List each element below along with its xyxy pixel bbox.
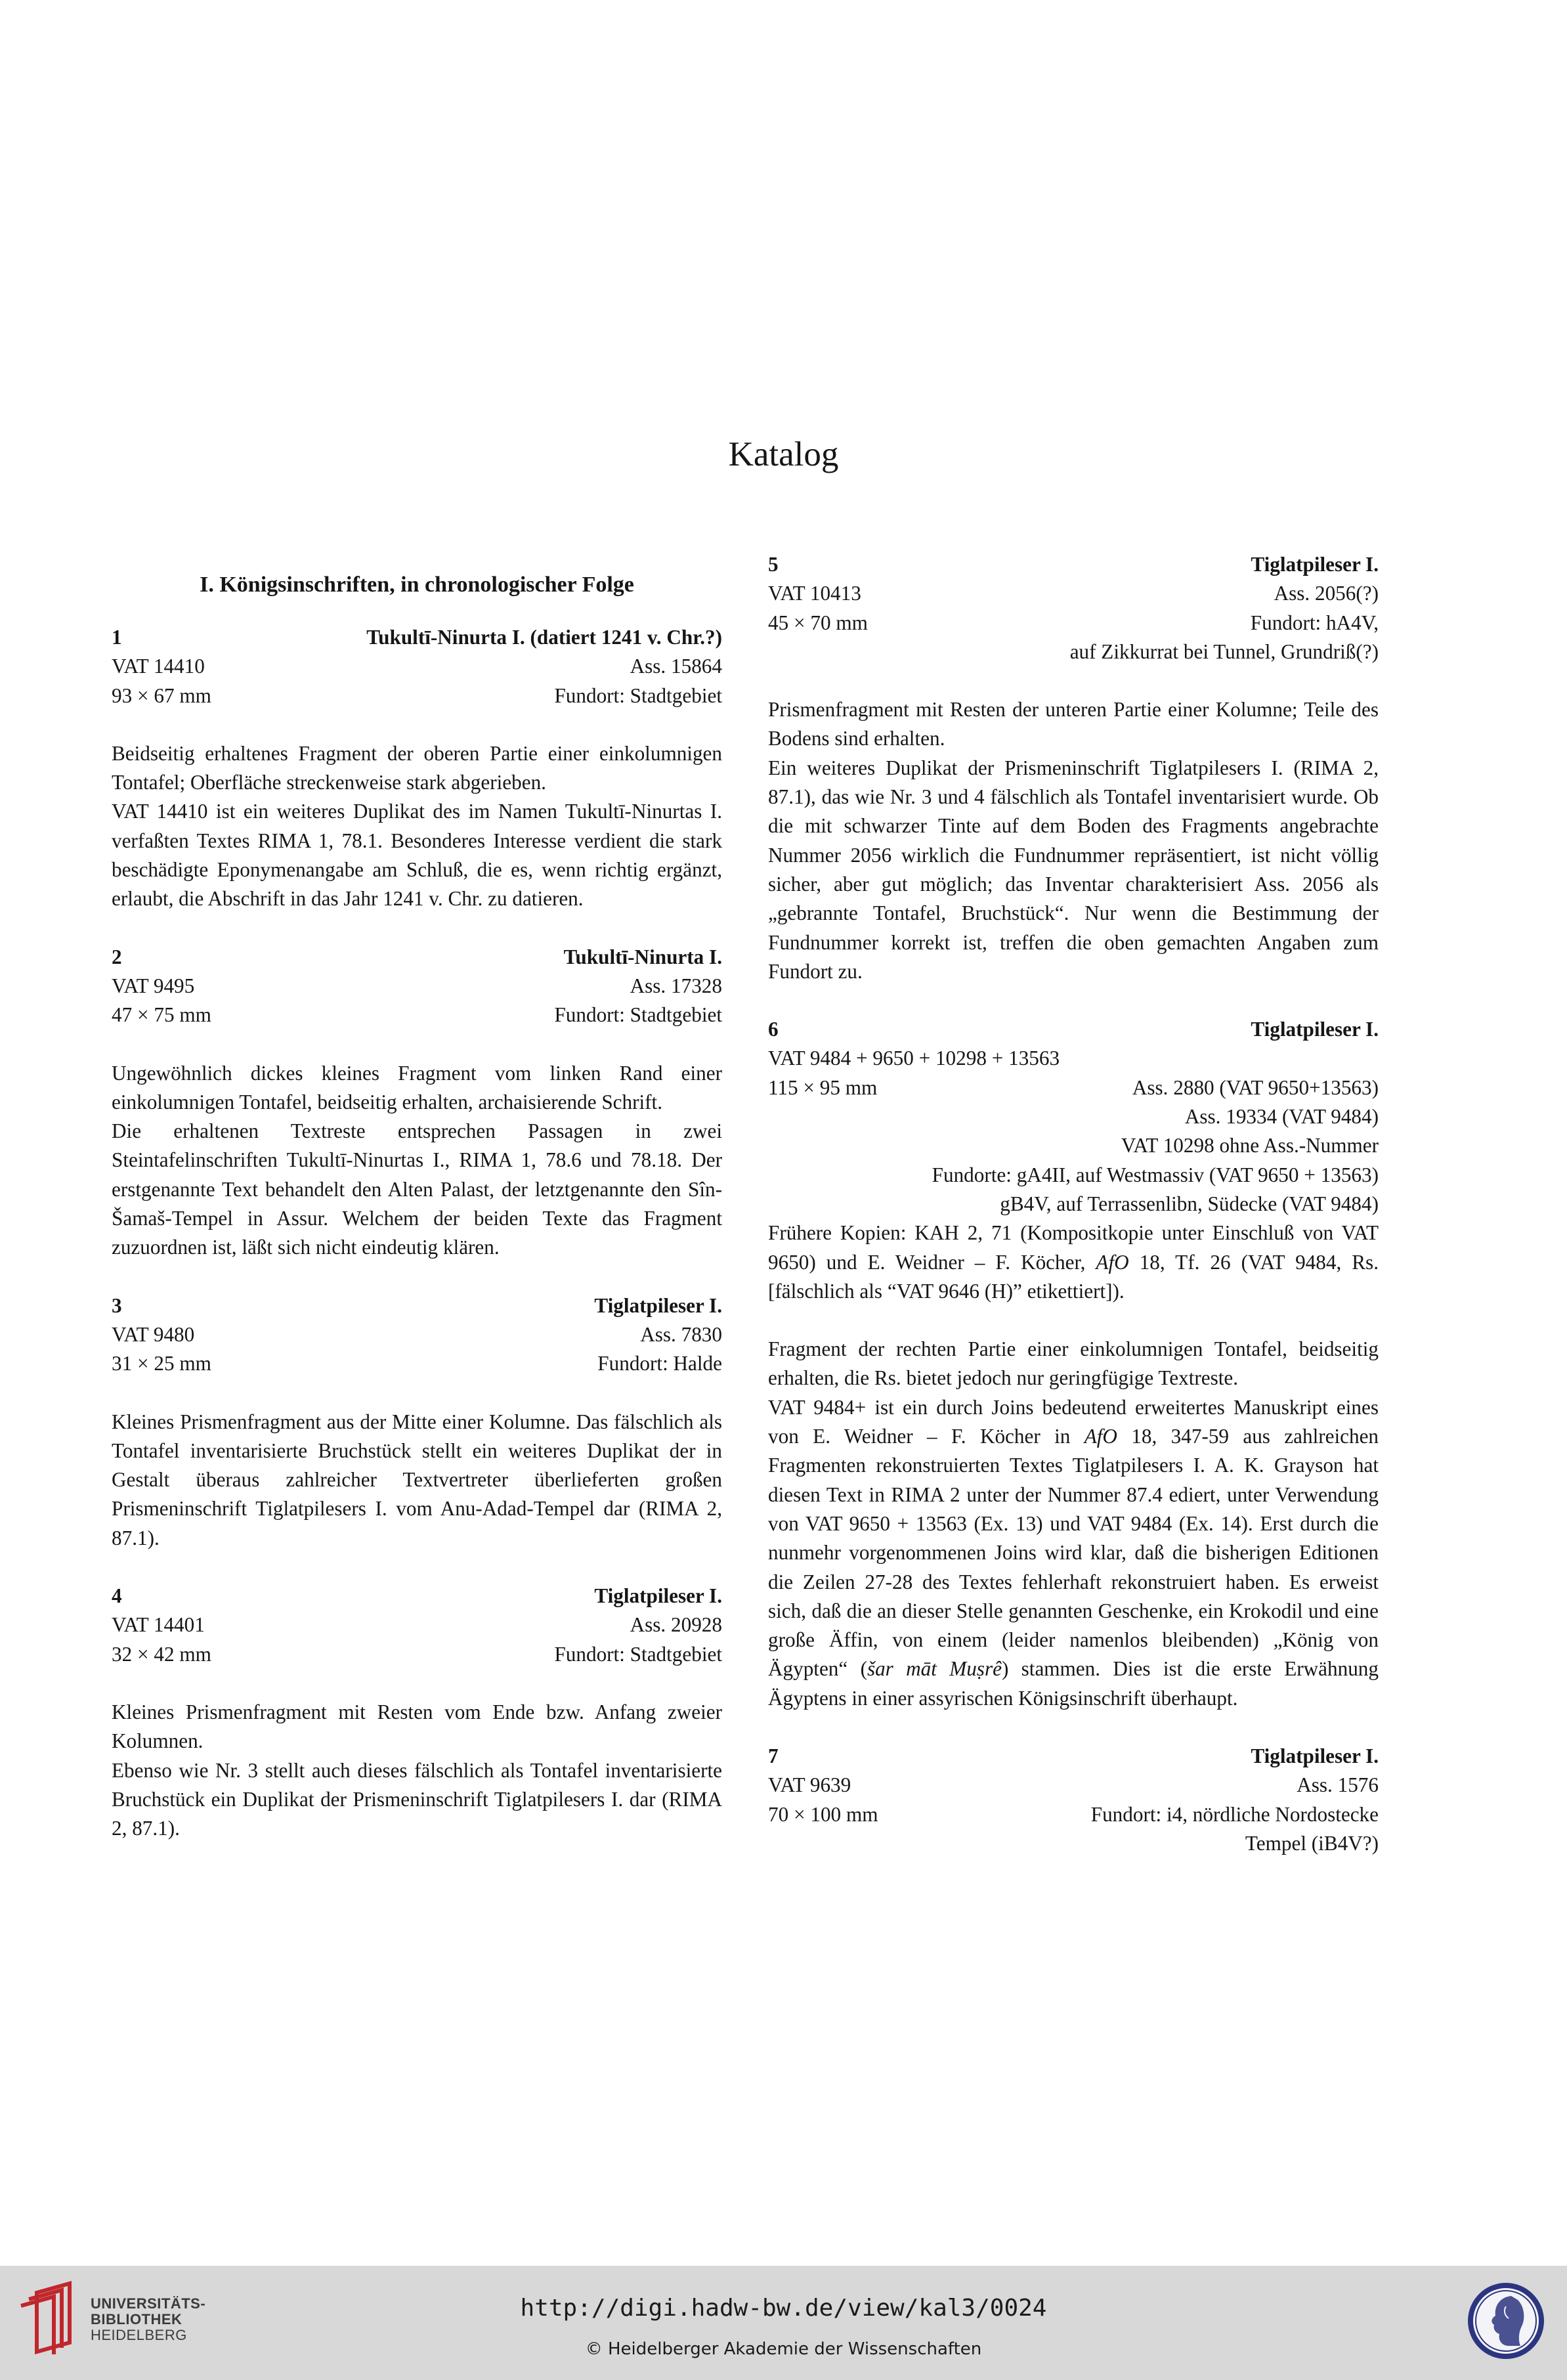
entry-findspot: Fundort: Stadtgebiet xyxy=(554,1642,722,1666)
description-paragraph: Kleines Prismenfragment aus der Mitte einer Kolumne. Das fälschlich als Tontafel inventarisierte Bruchstück stellt ein weiteres Duplikat der in Gestalt überaus zahlreicher Textvertreter überlieferten großen Prismeninschrift Tiglatpilesers I. vom Anu-Adad-Tempel dar (RIMA 2, 87.1). xyxy=(112,1410,722,1549)
page-url-link[interactable]: http://digi.hadw-bw.de/view/kal3/0024 xyxy=(520,2295,1047,2322)
entry-ass: Ass. 15864 xyxy=(630,655,722,678)
entry-number: 1 xyxy=(112,626,122,649)
entry-ass: Ass. 1576 xyxy=(1297,1773,1379,1797)
catalog-entry-5 xyxy=(768,550,1379,986)
copies-text: Frühere Kopien: KAH 2, 71 (Kompositkopie unter Einschluß von VAT 9650) und E. Weidner – F. Köcher, xyxy=(768,1221,1379,1274)
entry-ruler: Tiglatpileser I. xyxy=(594,1293,722,1317)
description-paragraph xyxy=(768,1393,1379,1713)
description-paragraph: Ungewöhnlich dickes kleines Fragment vom linken Rand einer einkolumnigen Tontafel, beidseitig erhalten, archaisierende Schrift. xyxy=(112,1061,722,1114)
entry-size: 115 × 95 mm xyxy=(768,1075,878,1099)
description-paragraph: Ein weiteres Duplikat der Prismeninschrift Tiglatpilesers I. (RIMA 2, 87.1), das wie Nr. 3 und 4 fälschlich als Tontafel inventarisiert wurde. Ob die mit schwarzer Tinte auf dem Boden des Fragments angebrachte Nummer 2056 wirklich die Fundnummer repräsentiert, ist nicht völlig sicher, aber gut möglich; das Inventar charakterisiert Ass. 2056 als „gebrannte Tontafel, Bruchstück“. Nur wenn die Bestimmung der Fundnummer korrekt ist, treffen die oben gemachten Angaben zum Fundort zu. xyxy=(768,756,1379,983)
entry-findspot-detail: Tempel (iB4V?) xyxy=(1245,1831,1379,1855)
entry-findspot: Fundorte: gA4II, auf Westmassiv (VAT 9650 + 13563) xyxy=(932,1163,1379,1186)
entry-size: 45 × 70 mm xyxy=(768,611,868,634)
section-heading: I. Königsinschriften, in chronologischer Folge xyxy=(200,573,634,597)
journal-abbreviation: AfO xyxy=(1096,1250,1129,1274)
logo-line: HEIDELBERG xyxy=(91,2327,187,2343)
entry-findspot: Fundort: Halde xyxy=(597,1352,722,1375)
footer-bar xyxy=(0,2266,1567,2380)
entry-ruler: Tiglatpileser I. xyxy=(1251,1744,1379,1767)
entry-vat: VAT 14410 xyxy=(112,655,205,678)
description-paragraph: Prismenfragment mit Resten der unteren Partie einer Kolumne; Teile des Bodens sind erhalten. xyxy=(768,698,1379,750)
journal-abbreviation: AfO xyxy=(1084,1425,1117,1448)
entry-number: 5 xyxy=(768,553,779,576)
catalog-entry-2 xyxy=(112,943,722,1263)
entry-vat: VAT 9639 xyxy=(768,1773,851,1797)
entry-findspot: Fundort: Stadtgebiet xyxy=(554,1003,722,1027)
entry-number: 2 xyxy=(112,945,122,968)
entry-earlier-copies xyxy=(768,1219,1379,1306)
description-text: ) stammen. Dies ist die erste Erwähnung Ägyptens in einer assyrischen Königsinschrift überhaupt. xyxy=(768,1657,1379,1710)
description-paragraph: Beidseitig erhaltenes Fragment der oberen Partie einer einkolumnigen Tontafel; Oberfläche streckenweise stark abgerieben. xyxy=(112,741,722,794)
entry-ass: Ass. 17328 xyxy=(630,974,722,997)
entry-size: 93 × 67 mm xyxy=(112,683,211,707)
entry-vat: VAT 9480 xyxy=(112,1322,195,1346)
entry-ass-secondary: Ass. 19334 (VAT 9484) xyxy=(1184,1105,1379,1129)
entry-ruler: Tiglatpileser I. xyxy=(1251,553,1379,576)
description-paragraph: Ebenso wie Nr. 3 stellt auch dieses fälschlich als Tontafel inventarisierte Bruchstück ein Duplikat der Prismeninschrift Tiglatpilesers I. dar (RIMA 2, 87.1). xyxy=(112,1758,722,1840)
entry-vat: VAT 9484 + 9650 + 10298 + 13563 xyxy=(768,1047,1060,1070)
entry-number: 6 xyxy=(768,1018,779,1041)
catalog-entry-1 xyxy=(112,623,722,914)
logo-line: BIBLIOTHEK xyxy=(91,2311,182,2327)
right-column xyxy=(768,550,1379,1887)
entry-description xyxy=(112,739,722,914)
entry-ass: Ass. 7830 xyxy=(640,1322,722,1346)
entry-findspot: Fundort: Stadtgebiet xyxy=(554,683,722,707)
entry-ruler: Tukultī-Ninurta I. (datiert 1241 v. Chr.?) xyxy=(366,626,722,649)
entry-vat-note: VAT 10298 ohne Ass.-Nummer xyxy=(1121,1134,1379,1158)
entry-size: 31 × 25 mm xyxy=(112,1352,211,1375)
entry-description xyxy=(112,1408,722,1553)
entry-number: 3 xyxy=(112,1293,122,1317)
catalog-entry-3 xyxy=(112,1291,722,1553)
entry-ruler: Tukultī-Ninurta I. xyxy=(563,945,722,968)
catalog-entry-4 xyxy=(112,1582,722,1843)
entry-description xyxy=(112,1059,722,1263)
left-column xyxy=(112,550,722,1872)
description-text: 18, 347-59 aus zahlreichen Fragmenten rekonstruierten Textes Tiglatpilesers I. A. K. Grayson hat diesen Text in RIMA 2 unter der Nummer 87.4 ediert, unter Verwendung von VAT 9650 + 13563 (Ex. 13) und VAT 9484 (Ex. 14). Erst durch die nunmehr vorgenommenen Joins wird klar, daß die bisherigen Editionen die Zeilen 27-28 des Textes fehlerhaft rekonstruiert haben. Es erweist sich, daß die an dieser Stelle genannten Geschenke, ein Krokodil und eine große Äffin, von einem (leider namenlos bleibenden) „König von Ägypten“ ( xyxy=(768,1425,1379,1681)
description-paragraph: Kleines Prismenfragment mit Resten vom Ende bzw. Anfang zweier Kolumnen. xyxy=(112,1700,722,1753)
entry-vat: VAT 10413 xyxy=(768,582,861,605)
page-title: Katalog xyxy=(728,435,839,473)
entry-ass: Ass. 2880 (VAT 9650+13563) xyxy=(1132,1075,1379,1099)
entry-size: 70 × 100 mm xyxy=(768,1802,878,1826)
entry-vat: VAT 14401 xyxy=(112,1613,205,1637)
catalog-entry-7 xyxy=(768,1742,1379,1858)
entry-number: 7 xyxy=(768,1744,779,1767)
logo-line: UNIVERSITÄTS- xyxy=(91,2295,206,2312)
description-paragraph: VAT 14410 ist ein weiteres Duplikat des im Namen Tukultī-Ninurtas I. verfaßten Textes RIMA 1, 78.1. Besonderes Interesse verdient die stark beschädigte Eponymenangabe am Schluß, die es, wenn richtig ergänzt, erlaubt, die Abschrift in das Jahr 1241 v. Chr. zu datieren. xyxy=(112,800,722,911)
entry-ass: Ass. 20928 xyxy=(630,1613,722,1637)
description-paragraph: Fragment der rechten Partie einer einkolumnigen Tontafel, beidseitig erhalten, die Rs. bietet jedoch nur geringfügige Textreste. xyxy=(768,1337,1379,1390)
entry-findspot: Fundort: i4, nördliche Nordostecke xyxy=(1090,1802,1379,1826)
entry-ruler: Tiglatpileser I. xyxy=(1251,1018,1379,1041)
entry-findspot: Fundort: hA4V, xyxy=(1250,611,1379,634)
entry-description xyxy=(768,695,1379,986)
catalog-entry-6 xyxy=(768,1015,1379,1713)
entry-number: 4 xyxy=(112,1584,122,1608)
academy-seal-icon xyxy=(1465,2280,1547,2362)
description-text: VAT 9484+ ist ein durch Joins bedeutend erweitertes Manuskript eines von E. Weidner – F. Köcher in xyxy=(768,1395,1379,1448)
entry-size: 32 × 42 mm xyxy=(112,1642,211,1666)
entry-description xyxy=(768,1335,1379,1713)
entry-description xyxy=(112,1698,722,1843)
entry-vat: VAT 9495 xyxy=(112,974,195,997)
copies-text: 18, Tf. 26 (VAT 9484, Rs. [fälschlich als “VAT 9646 (H)” etikettiert]). xyxy=(768,1250,1379,1303)
entry-size: 47 × 75 mm xyxy=(112,1003,211,1027)
entry-findspot-detail: auf Zikkurrat bei Tunnel, Grundriß(?) xyxy=(1069,639,1379,663)
entry-ruler: Tiglatpileser I. xyxy=(594,1584,722,1608)
description-paragraph: Die erhaltenen Textreste entsprechen Passagen in zwei Steintafelinschriften Tukultī-Ninurtas I., RIMA 1, 78.6 und 78.18. Der erstgenannte Text behandelt den Alten Palast, der letztgenannte den Sîn-Šamaš-Tempel in Assur. Welchem der beiden Texte das Fragment zuzuordnen ist, läßt sich nicht eindeutig klären. xyxy=(112,1119,722,1259)
entry-ass: Ass. 2056(?) xyxy=(1274,582,1379,605)
entry-findspot-detail: gB4V, auf Terrassenlibn, Südecke (VAT 9484) xyxy=(1000,1192,1379,1215)
copyright-notice: © Heidelberger Akademie der Wissenschaften xyxy=(585,2339,982,2359)
akkadian-phrase: šar māt Muṣrê xyxy=(867,1657,1002,1681)
